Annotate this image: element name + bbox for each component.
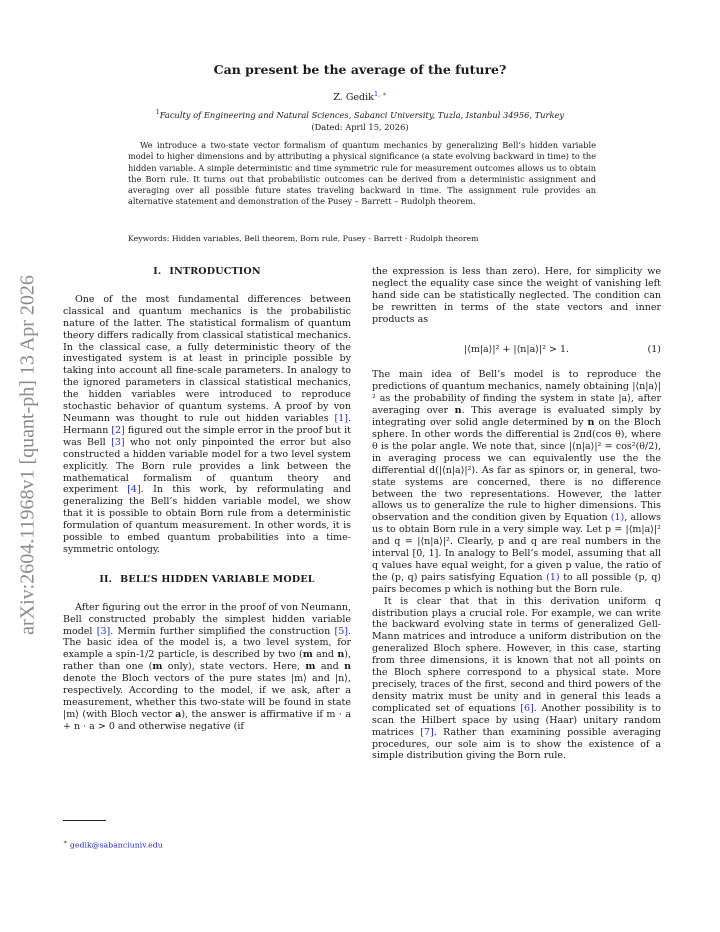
section-title: BELL’S HIDDEN VARIABLE MODEL xyxy=(120,573,315,585)
citation-link[interactable]: [5] xyxy=(334,625,348,637)
footnote xyxy=(63,838,163,850)
left-column xyxy=(63,266,351,733)
paper-title: Can present be the average of the future? xyxy=(213,62,507,77)
footnote-divider xyxy=(63,820,106,821)
bell-idea-paragraph: The main idea of Bell’s model is to reproduce the predictions of quantum mechanics, namely obtaining |⟨n|a⟩|² as the probability of finding the system in state |a⟩, after averaging over n. This average is evaluated simply by integrating over solid angle determined by n on the Bloch sphere. In other words the differential is 2πd(cos θ), where θ is the polar angle. We note that, since |⟨n|a⟩|² = cos²(θ/2), in averaging process we can equivalently use the the differential d(|⟨n|a⟩|²). As far as spinors or, in general, two-state systems are concerned, there is no difference between the two representations. However, the latter allows us to generalize the rule to higher dimensions. This observation and the condition given by Equation (1), allows us to obtain Born rule in a very simple way. Let p = |⟨m|a⟩|² and q = |⟨n|a⟩|². Clearly, p and q are real numbers in the interval [0, 1]. In analogy to Bell’s model, assuming that all q values have equal weight, for a given p value, the ratio of the (p, q) pairs satisfying Equation (1) to all possible (p, q) pairs becomes p which is nothing but the Born rule. xyxy=(372,369,662,595)
equation-link[interactable]: (1) xyxy=(610,512,625,524)
right-column xyxy=(372,266,661,762)
affiliation-text: Faculty of Engineering and Natural Sciences, Sabanci University, Tuzla, Istanbul 34956, Turkey xyxy=(159,109,565,120)
footnote-mark: ∗ xyxy=(63,838,68,846)
citation-link[interactable]: [6] xyxy=(520,702,534,714)
citation-link[interactable]: [3] xyxy=(96,625,111,637)
citation-link[interactable]: [3] xyxy=(111,436,125,448)
section-number: I. xyxy=(153,266,162,277)
equation-number: (1) xyxy=(647,343,661,355)
continuation-paragraph: the expression is less than zero). Here, for simplicity we neglect the equality case since the weight of vanishing left hand side can be statistically neglected. The condition can be rewritten in terms of the state vectors and inner products as xyxy=(372,266,661,325)
email-link[interactable]: gedik@sabanciuniv.edu xyxy=(69,840,163,850)
date-line: (Dated: April 15, 2026) xyxy=(311,122,409,132)
author-line xyxy=(0,90,720,103)
section-heading-bell-model xyxy=(63,574,351,586)
equation-body: |⟨m|a⟩|² + |⟨n|a⟩|² > 1. xyxy=(463,343,570,355)
citation-link[interactable]: [4] xyxy=(127,484,141,496)
abstract: We introduce a two-state vector formalism of quantum mechanics by generalizing Bell’s hidden variable model to higher dimensions and by attributing a physical significance (a state evolving backward in time) to the hidden variable. A simple deterministic and time symmetric rule for measurement outcomes allows us to obtain the Born rule. It turns out that probabilistic outcomes can be derived from a deterministic assignment and averaging over all possible future states traveling backward in time. The assignment rule provides an alternative statement and demonstration of the Pusey – Barrett – Rudolph theorem. xyxy=(128,140,596,207)
arxiv-identifier-stamp: arXiv:2604.11968v1 [quant-ph] 13 Apr 2026 xyxy=(16,275,39,635)
distribution-paragraph: It is clear that that in this derivation uniform q distribution plays a crucial role. For example, we can write the backward evolving state in terms of generalized Gell-Mann matrices and introduce a uniform distribution on the generalized Bloch sphere. However, in this case, starting from three dimensions, it is known that not all points on the Bloch sphere correspond to a physical state. More precisely, traces of the first, second and third powers of the density matrix must be unity and in general this leads a complicated set of equations [6]. Another possibility is to scan the Hilbert space by using (Haar) unitary random matrices [7]. Rather than examining possible averaging procedures, our sole aim is to show the existence of a simple distribution giving the Born rule. xyxy=(372,595,661,762)
intro-paragraph: One of the most fundamental differences between classical and quantum mechanics is the probabilistic nature of the latter. The statistical formalism of quantum theory differs radically from classical statistical mechanics. In the classical case, a fully deterministic theory of the investigated system is at least in principle possible by taking into account all fine-scale parameters. In analogy to the ignored parameters in classical statistical mechanics, the hidden variables were introduced to reproduce stochastic behavior of quantum systems. A proof by von Neumann was thought to rule out hidden variables [1]. Hermann [2] figured out the simple error in the proof but it was Bell [3] who not only pinpointed the error but also constructed a hidden variable model for a two level system explicitly. The Born rule provides a link between the mathematical formalism of quantum theory and experiment [4]. In this work, by reformulating and generalizing the Bell’s hidden variable model, we show that it is possible to obtain Born rule from a deterministic formulation of quantum measurement. In other words, it is possible to embed quantum probabilities into a time-symmetric ontology. xyxy=(63,293,351,555)
section-number: II. xyxy=(99,573,113,585)
citation-link[interactable]: [7] xyxy=(420,726,434,738)
equation-1 xyxy=(372,344,661,356)
affiliation-mark: 1 xyxy=(155,109,160,116)
citation-link[interactable]: [1] xyxy=(334,412,348,424)
section-title: INTRODUCTION xyxy=(169,266,261,277)
bell-model-paragraph: After figuring out the error in the proof of von Neumann, Bell constructed probably the simplest hidden variable model [3]. Mermin further simplified the construction [5]. The basic idea of the model is, a two level system, for example a spin-1/2 particle, is described by two (m and n), rather than one (m only), state vectors. Here, m and n denote the Bloch vectors of the pure states |m⟩ and |n⟩, respectively. According to the model, if we ask, after a measurement, whether this two-state will be found in state |m⟩ (with Bloch vector a), the answer is affirmative if m · a + n · a > 0 and otherwise negative (if xyxy=(63,601,351,732)
keywords: Keywords: Hidden variables, Bell theorem, Born rule, Pusey - Barrett - Rudolph theorem xyxy=(128,234,479,243)
affiliation xyxy=(0,109,720,120)
author-name: Z. Gedik xyxy=(333,92,374,104)
citation-link[interactable]: [2] xyxy=(111,424,125,436)
equation-link[interactable]: (1) xyxy=(546,571,560,583)
author-marks: 1, ∗ xyxy=(373,90,387,98)
section-heading-introduction xyxy=(63,266,351,278)
